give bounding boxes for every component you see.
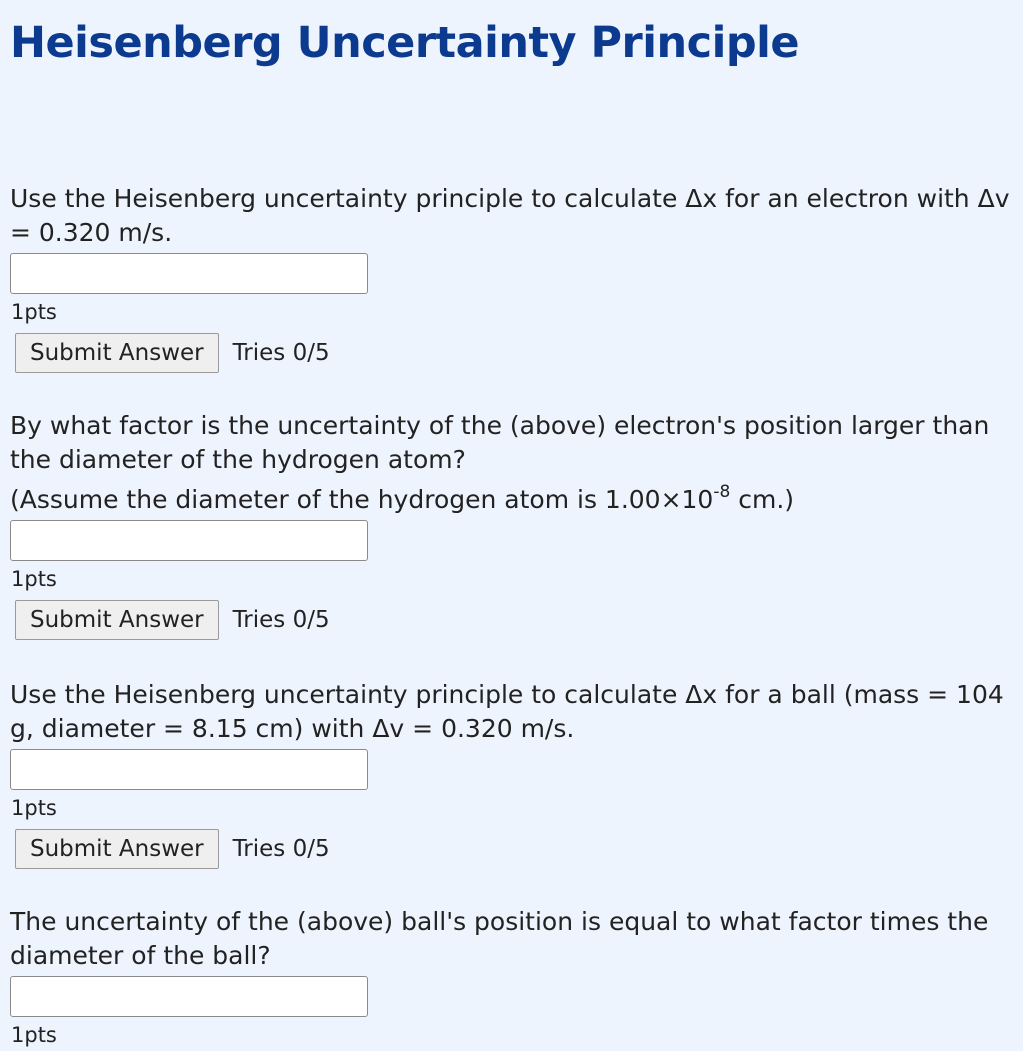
question-2-submit-row: [15, 600, 1010, 640]
question-4-answer-input[interactable]: [10, 976, 368, 1017]
question-2-text: By what factor is the uncertainty of the (above) electron's position larger than the diameter of the hydrogen atom?: [10, 411, 990, 474]
question-2-points: 1pts: [11, 567, 57, 591]
question-3-answer-input[interactable]: [10, 749, 368, 790]
question-2-answer-input[interactable]: [10, 520, 368, 561]
question-2-note-exponent: -8: [713, 481, 731, 502]
question-4-points: 1pts: [11, 1023, 57, 1047]
question-1-points: 1pts: [11, 300, 57, 324]
question-2-note-suffix: cm.): [730, 485, 795, 514]
question-3-points: 1pts: [11, 796, 57, 820]
question-2-note-prefix: (Assume the diameter of the hydrogen atom is 1.00×10: [10, 485, 714, 514]
page-title: Heisenberg Uncertainty Principle: [10, 18, 800, 68]
question-2-assumption-note: [10, 483, 1010, 517]
question-1: [10, 182, 1010, 373]
question-1-submit-button[interactable]: Submit Answer: [15, 333, 219, 373]
question-1-submit-row: [15, 333, 1010, 373]
question-3-submit-row: [15, 829, 1010, 869]
question-2-tries: Tries 0/5: [232, 607, 330, 633]
question-4-text: The uncertainty of the (above) ball's position is equal to what factor times the diameter of the ball?: [10, 907, 989, 970]
question-2: [10, 409, 1010, 640]
question-1-answer-input[interactable]: [10, 253, 368, 294]
question-3-text: Use the Heisenberg uncertainty principle to calculate Δx for a ball (mass = 104 g, diameter = 8.15 cm) with Δv = 0.320 m/s.: [10, 680, 1004, 743]
question-3-submit-button[interactable]: Submit Answer: [15, 829, 219, 869]
question-1-tries: Tries 0/5: [232, 340, 330, 366]
question-3-tries: Tries 0/5: [232, 836, 330, 862]
question-1-text: Use the Heisenberg uncertainty principle to calculate Δx for an electron with Δv = 0.320 m/s.: [10, 184, 1010, 247]
question-2-submit-button[interactable]: Submit Answer: [15, 600, 219, 640]
question-4: [10, 905, 1010, 1048]
question-3: [10, 678, 1010, 869]
